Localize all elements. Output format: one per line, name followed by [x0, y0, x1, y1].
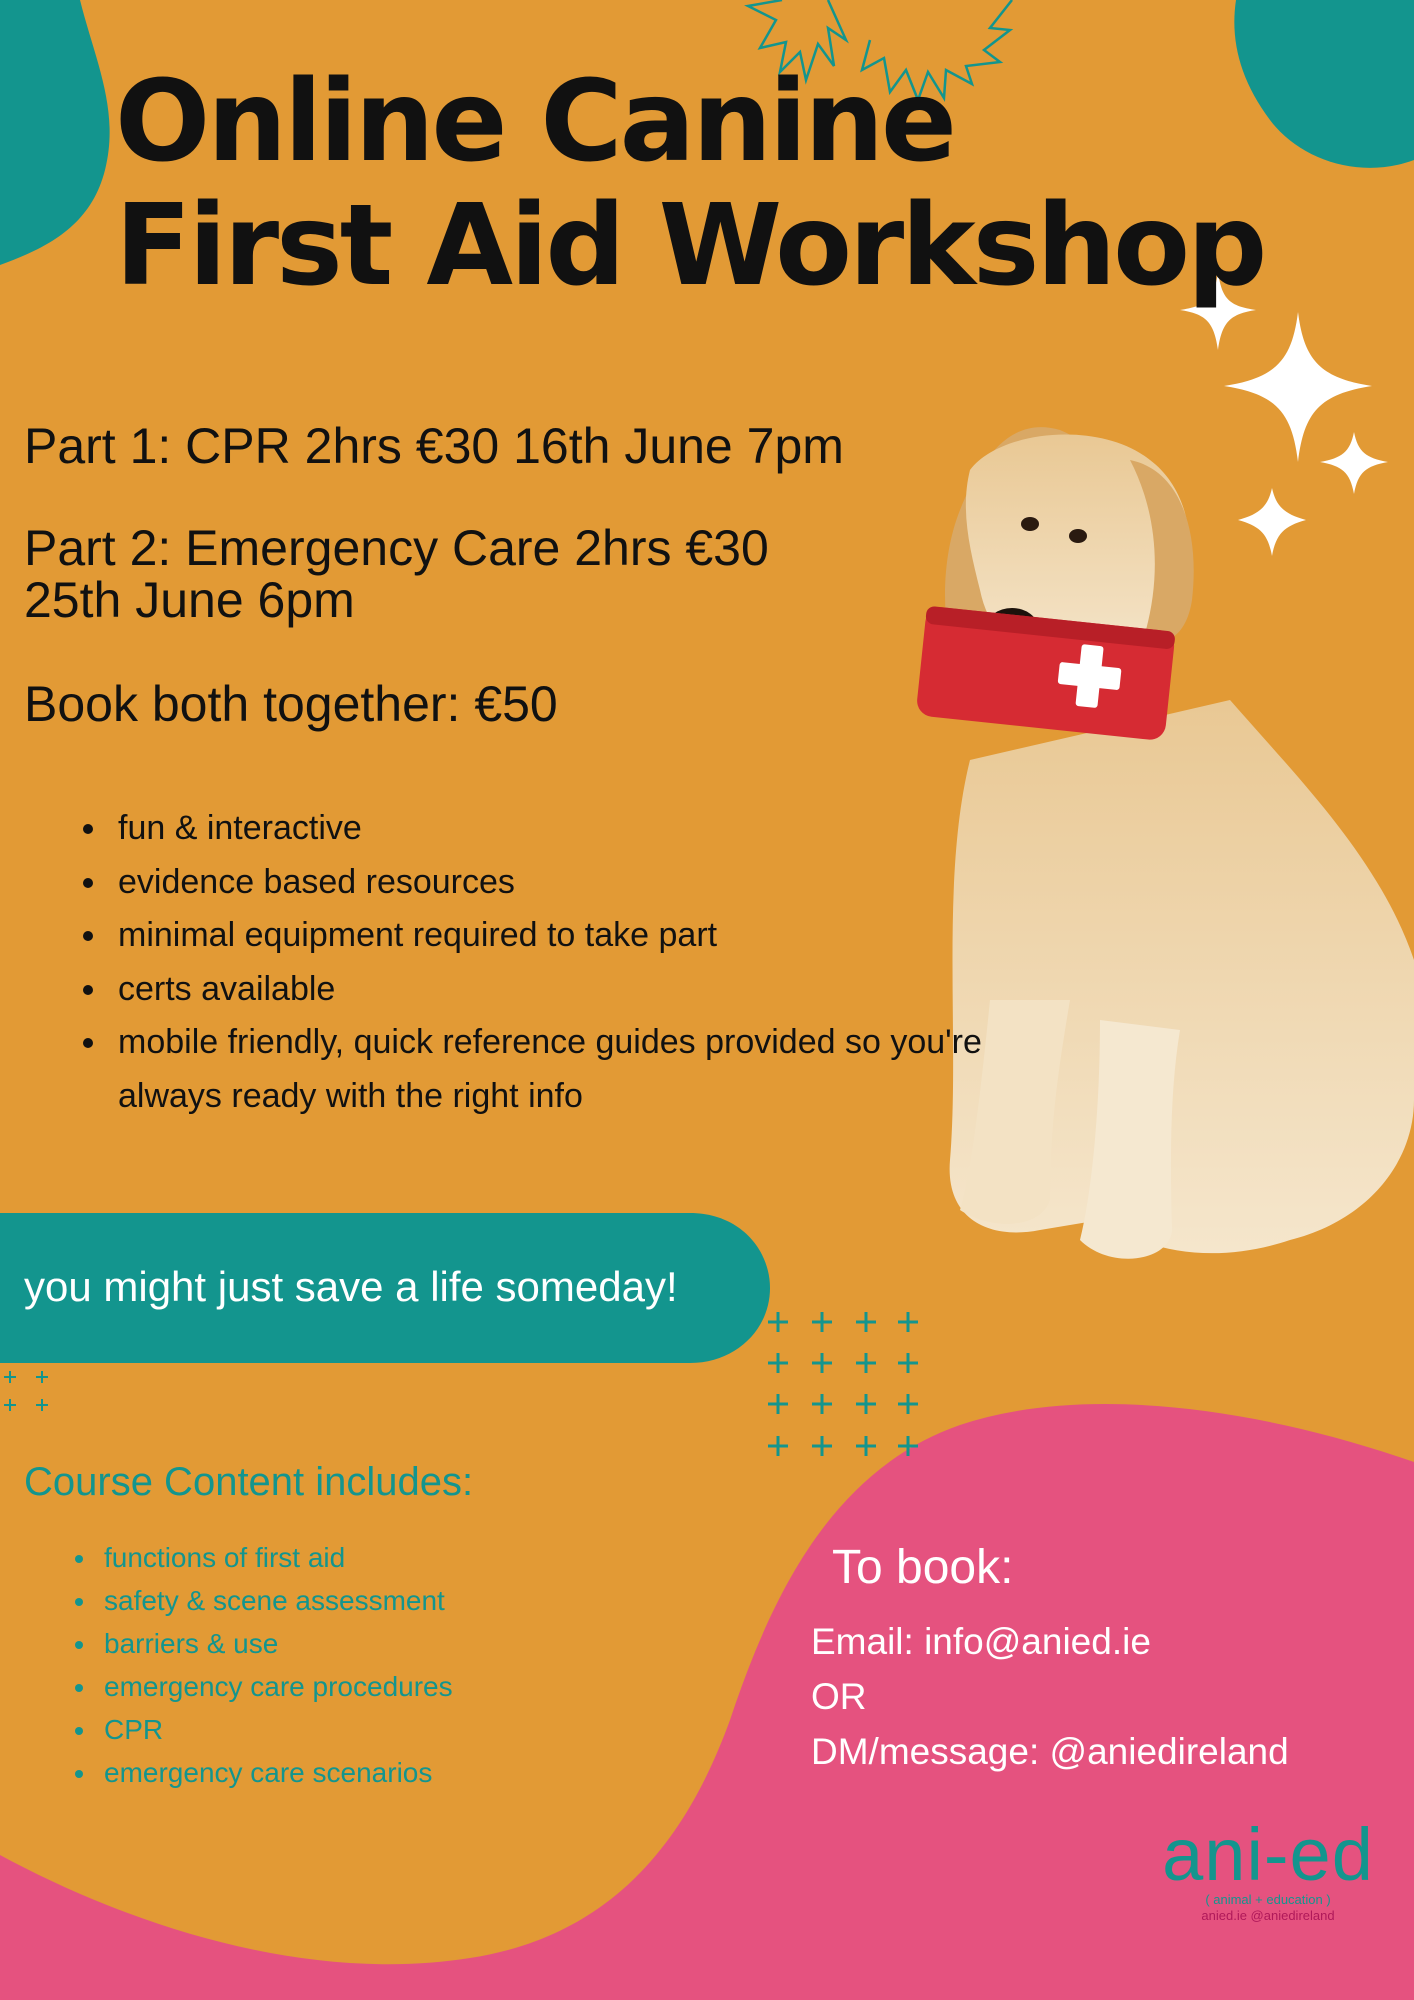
bundle-price: Book both together: €50: [24, 676, 558, 732]
logo-subtitle: ( animal + education ): [1205, 1892, 1331, 1907]
booking-heading: To book:: [832, 1541, 1014, 1594]
course-item: • functions of first aid: [98, 1536, 453, 1579]
course-content-list: [66, 1536, 453, 1794]
title-line-2: First Aid Workshop: [115, 181, 1265, 311]
feature-item: • minimal equipment required to take part: [110, 909, 990, 963]
course-item: • CPR: [98, 1708, 453, 1751]
course-item: • safety & scene assessment: [98, 1579, 453, 1622]
dog-eye-right: [1069, 529, 1087, 543]
title-line-1: Online Canine: [115, 57, 955, 187]
feature-item: • certs available: [110, 963, 990, 1017]
course-item: • barriers & use: [98, 1622, 453, 1665]
course-content-heading: Course Content includes:: [24, 1460, 474, 1504]
logo-handle: anied.ie @aniedireland: [1201, 1908, 1335, 1923]
teal-blob-top-left: [0, 0, 110, 265]
logo-wordmark: ani-ed: [1162, 1813, 1374, 1896]
plus-grid-icon: [768, 1312, 918, 1456]
tagline: you might just save a life someday!: [24, 1263, 678, 1310]
booking-email: Email: info@anied.ie: [811, 1621, 1151, 1662]
booking-or: OR: [811, 1676, 867, 1717]
booking-dm: DM/message: @aniedireland: [811, 1731, 1289, 1772]
feature-item: • fun & interactive: [110, 802, 990, 856]
feature-list: [78, 802, 990, 1123]
session-part-1: Part 1: CPR 2hrs €30 16th June 7pm: [24, 418, 844, 474]
page-title: [115, 57, 1265, 311]
session-part-2-line-1: Part 2: Emergency Care 2hrs €30: [24, 520, 769, 576]
feature-item: • evidence based resources: [110, 856, 990, 910]
course-item: • emergency care scenarios: [98, 1751, 453, 1794]
course-item: • emergency care procedures: [98, 1665, 453, 1708]
dog-eye-left: [1021, 517, 1039, 531]
ani-ed-logo: [1148, 1813, 1388, 1924]
feature-item: • mobile friendly, quick reference guides provided so you're always ready with the right info: [110, 1016, 990, 1123]
session-part-2-line-2: 25th June 6pm: [24, 572, 355, 628]
plus-grid-small-icon: [4, 1371, 48, 1411]
